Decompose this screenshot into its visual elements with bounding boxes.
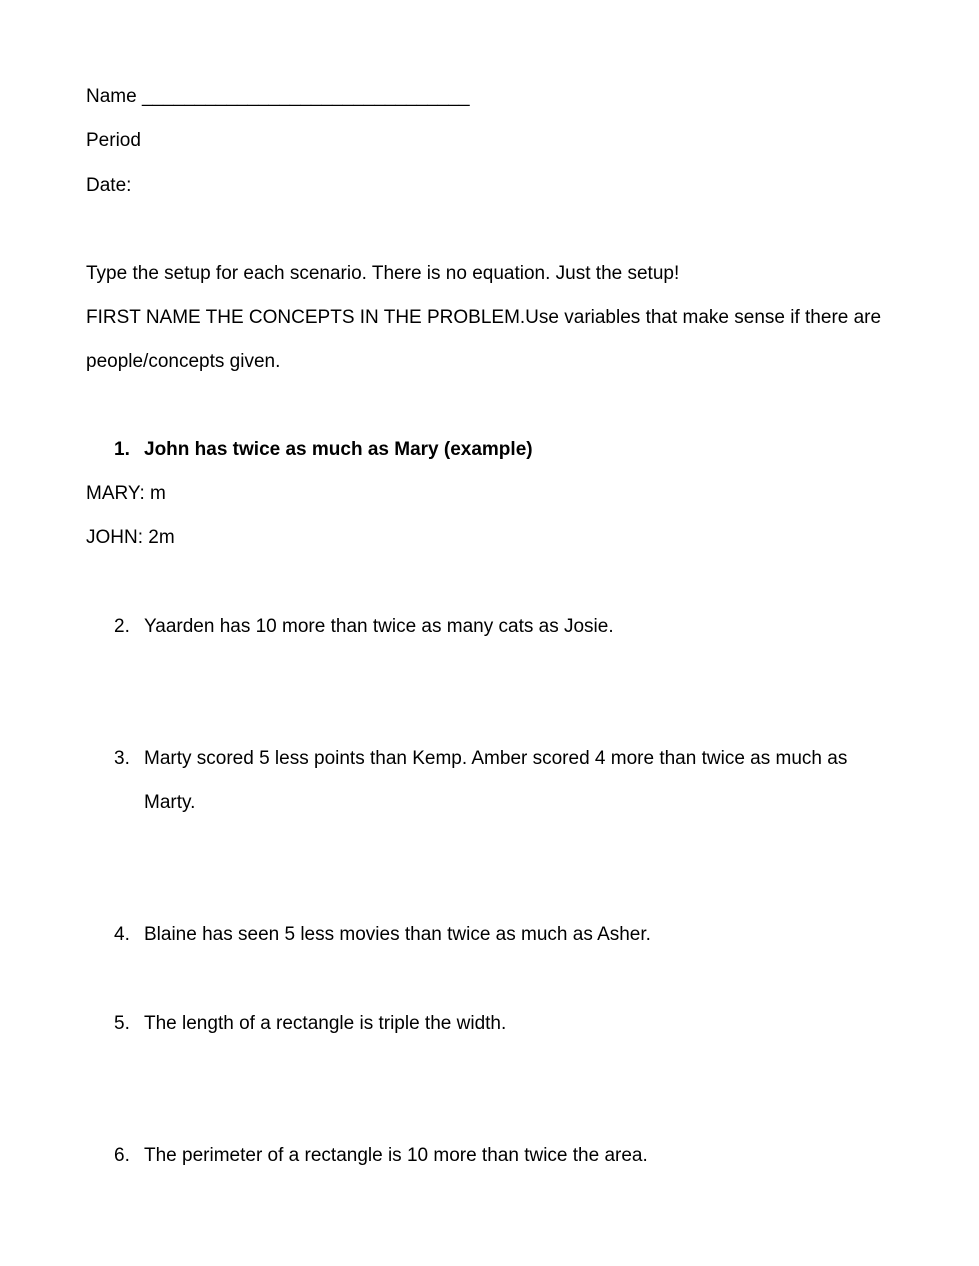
item-number: 4. [114,924,130,945]
name-label: Name [86,86,137,107]
instruction-line-1: Type the setup for each scenario. There is no equation. Just the setup! [86,263,680,284]
item-text: Yaarden has 10 more than twice as many cats as Josie. [144,616,614,637]
example-item [114,439,533,461]
item-number: 3. [114,748,130,769]
item-text: The perimeter of a rectangle is 10 more than twice the area. [144,1145,648,1166]
name-line [86,86,470,108]
example-answer-john: JOHN: 2m [86,527,175,548]
item-number: 2. [114,616,130,637]
item-number: 1. [114,439,130,460]
period-label: Period [86,130,141,151]
item-text: Marty scored 5 less points than Kemp. Amber scored 4 more than twice as much as [144,748,848,769]
item-text: John has twice as much as Mary (example) [144,439,533,460]
problem-2 [114,616,614,638]
problem-3-continuation: Marty. [144,792,196,813]
item-text: The length of a rectangle is triple the width. [144,1013,507,1034]
problem-3 [114,748,848,770]
date-label: Date: [86,175,132,196]
problem-5 [114,1013,507,1035]
instruction-line-3: people/concepts given. [86,351,281,372]
problem-6 [114,1145,648,1167]
name-blank: _______________________________ [141,86,470,107]
item-number: 5. [114,1013,130,1034]
problem-4 [114,924,651,946]
instruction-line-2: FIRST NAME THE CONCEPTS IN THE PROBLEM.Use variables that make sense if there are [86,307,882,328]
example-answer-mary: MARY: m [86,483,166,504]
item-number: 6. [114,1145,130,1166]
item-text: Blaine has seen 5 less movies than twice as much as Asher. [144,924,651,945]
